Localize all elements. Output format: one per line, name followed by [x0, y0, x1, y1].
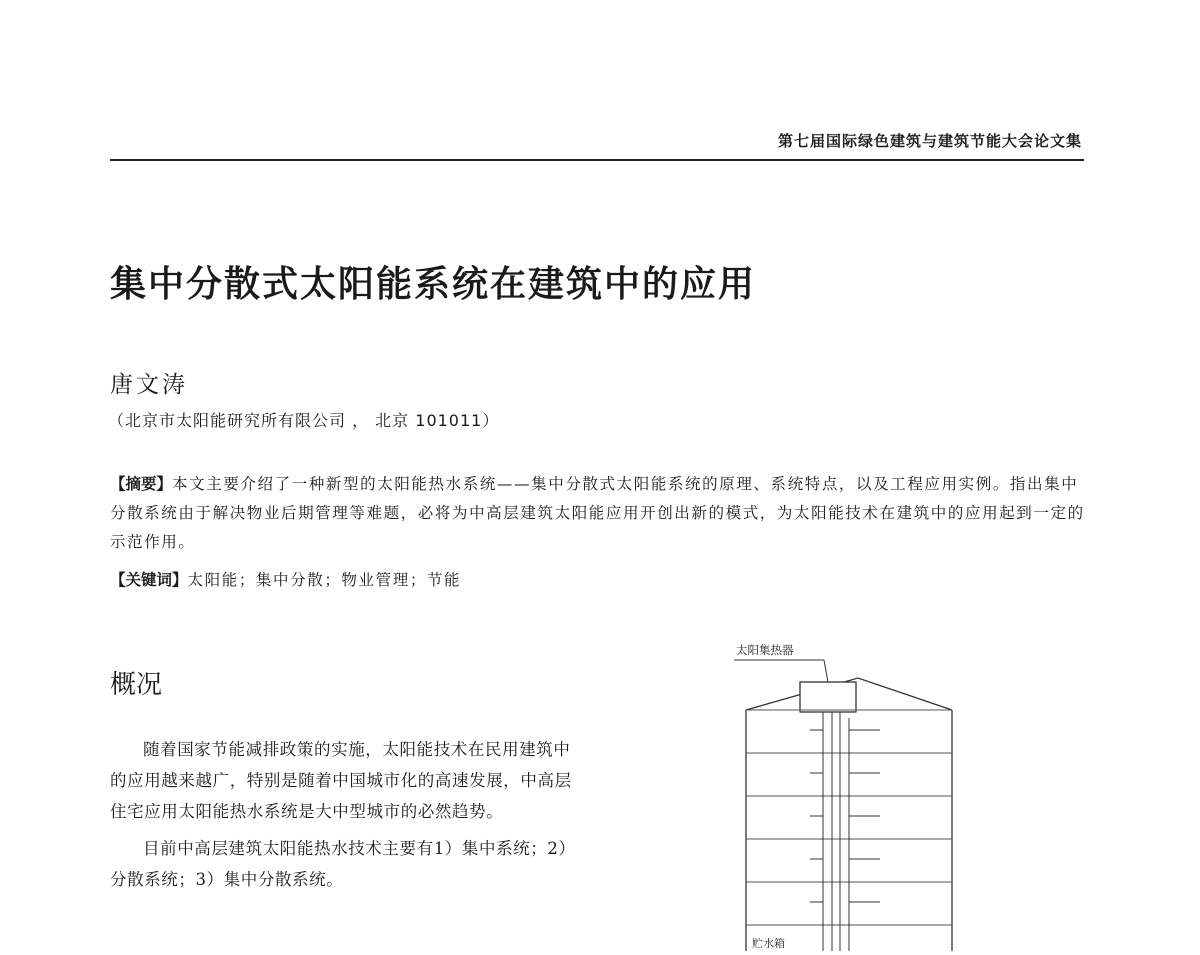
- author-name: 唐文涛: [110, 372, 188, 398]
- paper-title: 集中分散式太阳能系统在建筑中的应用: [110, 264, 757, 305]
- collector-label: 太阳集热器: [736, 643, 794, 657]
- building-diagram-svg: [720, 638, 970, 951]
- section-title: 概况: [110, 670, 163, 700]
- keywords: [110, 568, 1086, 590]
- abstract-text: 本文主要介绍了一种新型的太阳能热水系统——集中分散式太阳能系统的原理、系统特点，以及工程应用实例。指出集中分散系统由于解决物业后期管理等难题，必将为中高层建筑太阳能应用开创出新的模式，为太阳能技术在建筑中的应用起到一定的示范作用。: [110, 475, 1085, 551]
- branch-pipes: [810, 730, 880, 902]
- author-affiliation: （北京市太阳能研究所有限公司 ， 北京 101011）: [108, 411, 500, 430]
- building-system-diagram: [720, 638, 970, 951]
- keywords-label: 【关键词】: [110, 571, 188, 589]
- keywords-text: 太阳能；集中分散；物业管理；节能: [187, 571, 462, 589]
- abstract: [110, 470, 1086, 557]
- tank-label: 贮水箱: [752, 937, 785, 950]
- header-rule: [110, 159, 1084, 161]
- collector-leader-line: [824, 660, 828, 682]
- section-body: [110, 734, 580, 901]
- abstract-label: 【摘要】: [110, 475, 173, 493]
- solar-collector: [800, 682, 856, 712]
- body-paragraph: 目前中高层建筑太阳能热水技术主要有1）集中系统；2）分散系统；3）集中分散系统。: [110, 839, 576, 889]
- riser-pipes: [823, 712, 849, 951]
- body-paragraph: 随着国家节能减排政策的实施，太阳能技术在民用建筑中的应用越来越广，特别是随着中国城市化的高速发展，中高层住宅应用太阳能热水系统是大中型城市的必然趋势。: [110, 740, 572, 821]
- running-head: 第七届国际绿色建筑与建筑节能大会论文集: [777, 132, 1082, 150]
